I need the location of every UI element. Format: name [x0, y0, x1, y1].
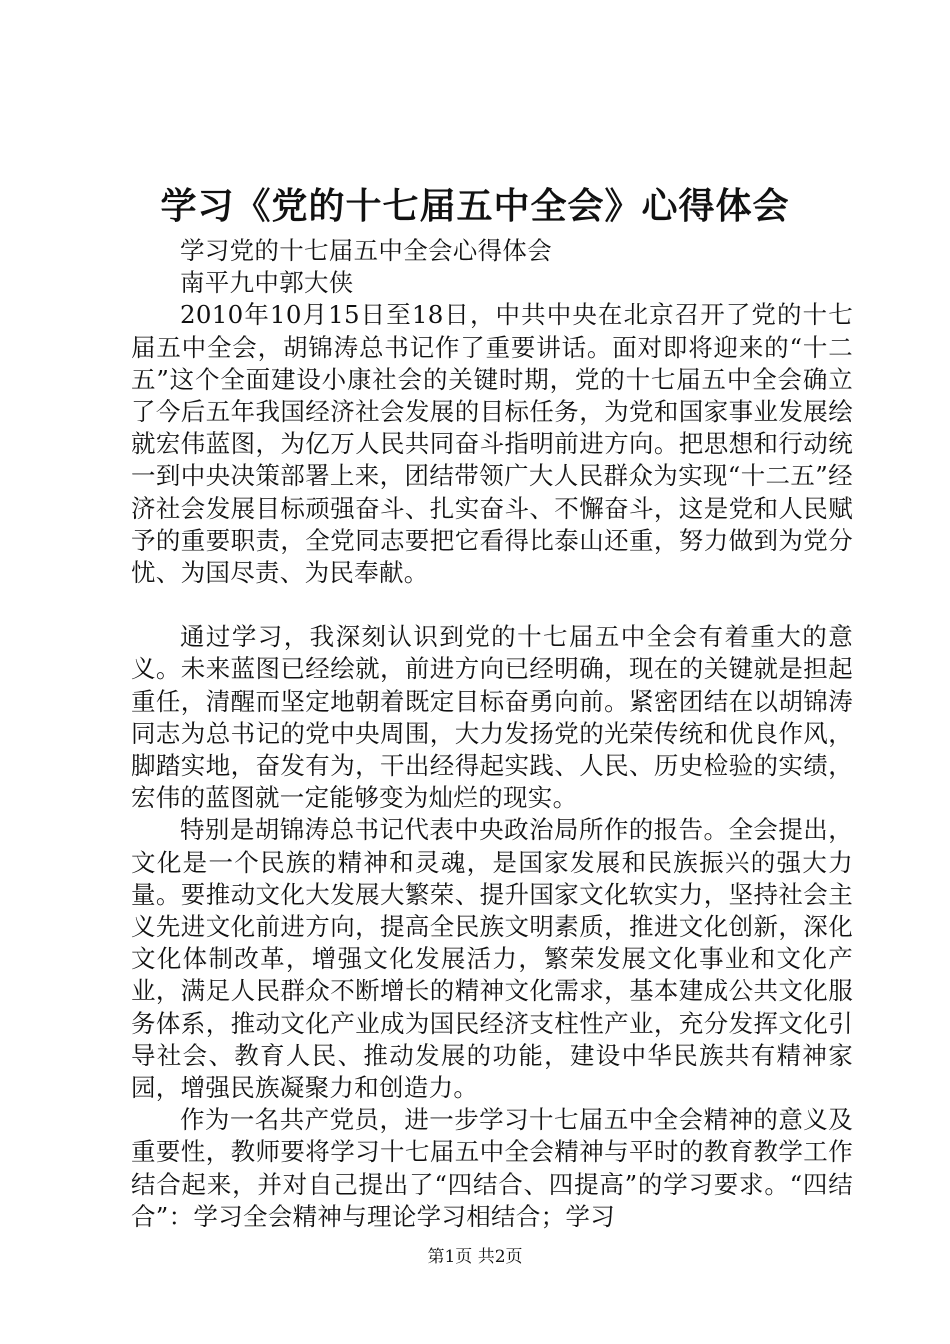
- author-line: 南平九中郭大侠: [180, 268, 354, 298]
- paragraph-2: 通过学习，我深刻认识到党的十七届五中全会有着重大的意义。未来蓝图已经绘就，前进方向已经明确，现在的关键就是担起重任，清醒而坚定地朝着既定目标奋勇向前。紧密团结在以胡锦涛同志为总书记的党中央周围，大力发扬党的光荣传统和优良作风，脚踏实地，奋发有为，干出经得起实践、人民、历史检验的实绩，宏伟的蓝图就一定能够变为灿烂的现实。: [131, 622, 853, 813]
- paragraph-4: 作为一名共产党员，进一步学习十七届五中全会精神的意义及重要性，教师要将学习十七届五中全会精神与平时的教育教学工作结合起来，并对自己提出了“四结合、四提高”的学习要求。“四结合”：学习全会精神与理论学习相结合；学习: [131, 1105, 853, 1231]
- paragraph-1: 2010年10月15日至18日，中共中央在北京召开了党的十七届五中全会，胡锦涛总书记作了重要讲话。面对即将迎来的“十二五”这个全面建设小康社会的关键时期，党的十七届五中全会确立了今后五年我国经济社会发展的目标任务，为党和国家事业发展绘就宏伟蓝图，为亿万人民共同奋斗指明前进方向。把思想和行动统一到中央决策部署上来，团结带领广大人民群众为实现“十二五”经济社会发展目标顽强奋斗、扎实奋斗、不懈奋斗，这是党和人民赋予的重要职责，全党同志要把它看得比泰山还重，努力做到为党分忧、为国尽责、为民奉献。: [131, 300, 853, 588]
- subtitle-line: 学习党的十七届五中全会心得体会: [180, 236, 552, 265]
- page-footer: 第1页 共2页: [427, 1247, 523, 1267]
- paragraph-3: 特别是胡锦涛总书记代表中央政治局所作的报告。全会提出，文化是一个民族的精神和灵魂，是国家发展和民族振兴的强大力量。要推动文化大发展大繁荣、提升国家文化软实力，坚持社会主义先进文化前进方向，提高全民族文明素质，推进文化创新，深化文化体制改革，增强文化发展活力，繁荣发展文化事业和文化产业，满足人民群众不断增长的精神文化需求，基本建成公共文化服务体系，推动文化产业成为国民经济支柱性产业，充分发挥文化引导社会、教育人民、推动发展的功能，建设中华民族共有精神家园，增强民族凝聚力和创造力。: [131, 815, 853, 1103]
- document-body: [131, 235, 853, 1233]
- document-title: 学习《党的十七届五中全会》心得体会: [160, 185, 790, 227]
